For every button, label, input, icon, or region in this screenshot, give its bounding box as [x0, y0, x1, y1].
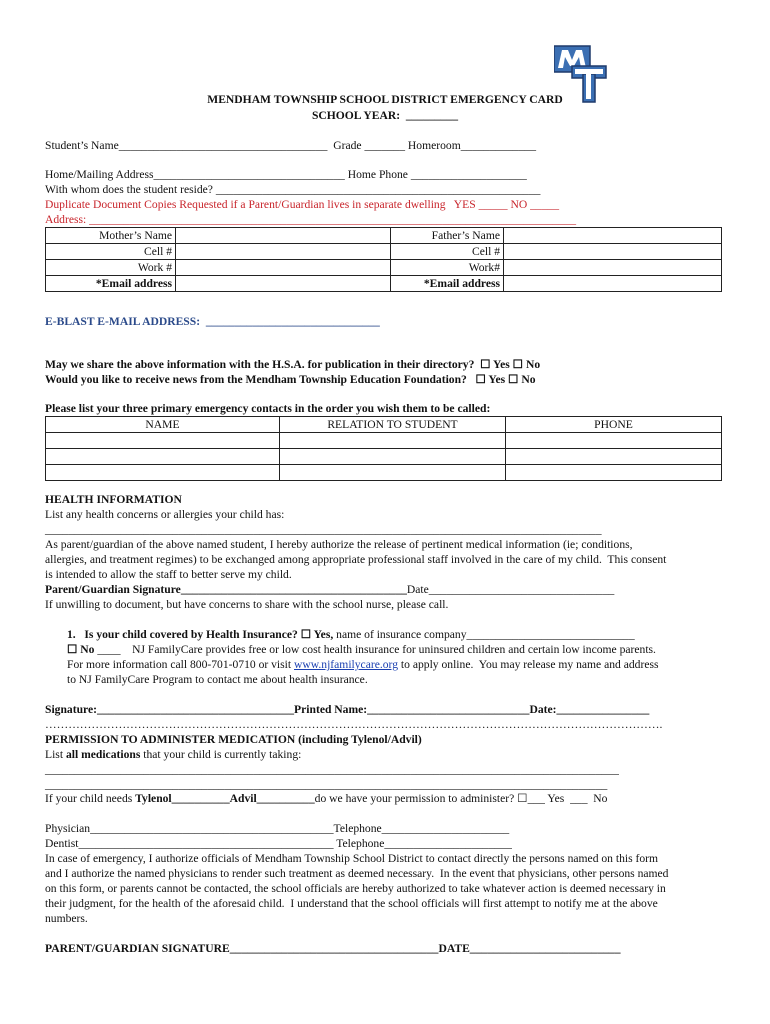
medication-list-bold: all medications	[65, 748, 141, 761]
parents-table	[45, 227, 722, 292]
parents-table-row	[46, 228, 722, 244]
dentist-line[interactable]: Dentist____________________________________________ Telephone______________________	[45, 837, 512, 850]
health-date-label: Date	[406, 583, 429, 596]
insurance-info-pre: For more information call 800-701-0710 or visit	[67, 658, 295, 671]
insurance-number: 1.	[67, 628, 76, 641]
authorization-text-2: allergies, and treatment regimes) to be exchanged among appropriate professional staff involved in the care of my child. This consent	[45, 553, 667, 566]
contact-relation-cell[interactable]	[280, 465, 506, 481]
father-field-label: Cell #	[391, 244, 504, 260]
eblast-email-line[interactable]: E-BLAST E-MAIL ADDRESS: ______________________________	[45, 315, 380, 328]
contact-row	[46, 449, 722, 465]
health-date-blank[interactable]: ________________________________	[428, 583, 615, 596]
insurance-question[interactable]: Is your child covered by Health Insurance? ☐ Yes,	[84, 628, 334, 641]
contact-relation-cell[interactable]	[280, 449, 506, 465]
medication-list-pre: List	[45, 748, 66, 761]
unwilling-text: If unwilling to document, but have concerns to share with the school nurse, please call.	[45, 598, 449, 611]
insurance-info-line-2: to NJ FamilyCare Program to contact me about health insurance.	[67, 673, 368, 686]
emergency-text-5: numbers.	[45, 912, 88, 925]
insurance-no-label[interactable]: ☐ No	[67, 643, 95, 656]
health-concerns-blank[interactable]: ________________________________________________________________________________________________	[45, 523, 602, 536]
contact-phone-cell[interactable]	[506, 433, 722, 449]
medication-heading: PERMISSION TO ADMINISTER MEDICATION (including Tylenol/Advil)	[45, 733, 422, 746]
medication-blank-2[interactable]: _________________________________________________________________________________________________	[45, 778, 608, 791]
father-field-value[interactable]	[504, 228, 722, 244]
insurance-no-line[interactable]	[67, 642, 656, 657]
authorization-text-1: As parent/guardian of the above named student, I hereby authorize the release of pertinent medical information (ie; conditions,	[45, 538, 633, 551]
student-name-line[interactable]: Student’s Name____________________________________ Grade _______ Homeroom_____________	[45, 139, 537, 152]
duplicate-copies-line[interactable]: Duplicate Document Copies Requested if a Parent/Guardian lives in separate dwelling YES _____ NO _____	[45, 198, 560, 211]
medication-list-label	[45, 747, 301, 762]
father-field-label: *Email address	[391, 276, 504, 292]
tylenol-advil-line[interactable]	[45, 791, 607, 806]
emergency-text-3: on this form, or parents cannot be contacted, the school officials are hereby authorized to take whatever action is deemed necessary in	[45, 882, 666, 895]
contact-relation-cell[interactable]	[280, 433, 506, 449]
emergency-text-4: their judgment, for the health of the aforesaid child. I understand that the school officials will first attempt to notify me at the above	[45, 897, 658, 910]
physician-line[interactable]: Physician__________________________________________Telephone______________________	[45, 822, 510, 835]
parents-table-row	[46, 244, 722, 260]
second-address-line[interactable]: Address: ____________________________________________________________________________________	[45, 213, 577, 226]
father-field-value[interactable]	[504, 260, 722, 276]
health-signature-blank[interactable]: _______________________________________	[180, 583, 407, 596]
contact-phone-cell[interactable]	[506, 465, 722, 481]
contacts-header-phone: PHONE	[506, 417, 722, 433]
insurance-question-line[interactable]	[67, 627, 635, 642]
mother-field-label: Mother’s Name	[46, 228, 176, 244]
authorization-text-3: is intended to allow the staff to better serve my child.	[45, 568, 292, 581]
health-list-label: List any health concerns or allergies your child has:	[45, 508, 285, 521]
reside-line[interactable]: With whom does the student reside? ________________________________________________________	[45, 183, 541, 196]
dotted-separator: …………………………………………………………………………………………………………………………………………….	[45, 718, 663, 731]
tylenol-advil-blanks[interactable]: Tylenol__________Advil__________	[135, 792, 315, 805]
contact-row	[46, 433, 722, 449]
emergency-text-1: In case of emergency, I authorize officials of Mendham Township School District to contact directly the persons named on this form	[45, 852, 659, 865]
health-heading: HEALTH INFORMATION	[45, 493, 182, 506]
contact-phone-cell[interactable]	[506, 449, 722, 465]
contact-name-cell[interactable]	[46, 433, 280, 449]
mother-field-label: Cell #	[46, 244, 176, 260]
final-signature-line[interactable]: PARENT/GUARDIAN SIGNATURE____________________________________DATE__________________________	[45, 942, 621, 955]
insurance-info-post: to apply online. You may release my name and address	[398, 658, 659, 671]
father-field-label: Father’s Name	[391, 228, 504, 244]
contacts-intro: Please list your three primary emergency contacts in the order you wish them to be called:	[45, 402, 491, 415]
contacts-header-name: NAME	[46, 417, 280, 433]
mother-field-label: *Email address	[46, 276, 176, 292]
health-signature-line[interactable]	[45, 582, 614, 597]
father-field-value[interactable]	[504, 276, 722, 292]
mother-field-value[interactable]	[176, 228, 391, 244]
emergency-contacts-table	[45, 416, 722, 481]
mother-field-value[interactable]	[176, 276, 391, 292]
parents-table-row	[46, 276, 722, 292]
contact-name-cell[interactable]	[46, 449, 280, 465]
emergency-text-2: and I authorize the named physicians to render such treatment as deemed necessary. In the event that physicians, other persons named	[45, 867, 669, 880]
foundation-news-question[interactable]: Would you like to receive news from the Mendham Township Education Foundation? ☐ Yes ☐ No	[45, 373, 536, 386]
mother-field-value[interactable]	[176, 244, 391, 260]
parents-table-row	[46, 260, 722, 276]
contact-row	[46, 465, 722, 481]
njfamilycare-link[interactable]: www.njfamilycare.org	[294, 658, 399, 671]
medication-list-post: that your child is currently taking:	[140, 748, 302, 761]
hsa-share-question[interactable]: May we share the above information with the H.S.A. for publication in their directory? ☐ Yes ☐ No	[45, 358, 541, 371]
school-year: SCHOOL YEAR: _________	[311, 109, 459, 122]
father-field-value[interactable]	[504, 244, 722, 260]
home-address-line[interactable]: Home/Mailing Address_________________________________ Home Phone ____________________	[45, 168, 527, 181]
medication-blank-1[interactable]: ___________________________________________________________________________________________________	[45, 763, 619, 776]
contact-name-cell[interactable]	[46, 465, 280, 481]
form-title: MENDHAM TOWNSHIP SCHOOL DISTRICT EMERGENCY CARD	[207, 93, 563, 106]
insurance-info-line	[67, 657, 659, 672]
insurance-no-text: ____ NJ FamilyCare provides free or low cost health insurance for uninsured children and certain low income parents.	[94, 643, 656, 656]
health-signature-label: Parent/Guardian Signature	[45, 583, 181, 596]
signature-line[interactable]: Signature:__________________________________Printed Name:____________________________Date:________________	[45, 703, 650, 716]
father-field-label: Work#	[391, 260, 504, 276]
mother-field-value[interactable]	[176, 260, 391, 276]
insurance-company-blank[interactable]: name of insurance company_____________________________	[333, 628, 635, 641]
permission-question[interactable]: do we have your permission to administer? ☐___ Yes ___ No	[314, 792, 608, 805]
contacts-header-relation: RELATION TO STUDENT	[280, 417, 506, 433]
needs-pre: If your child needs	[45, 792, 136, 805]
mother-field-label: Work #	[46, 260, 176, 276]
